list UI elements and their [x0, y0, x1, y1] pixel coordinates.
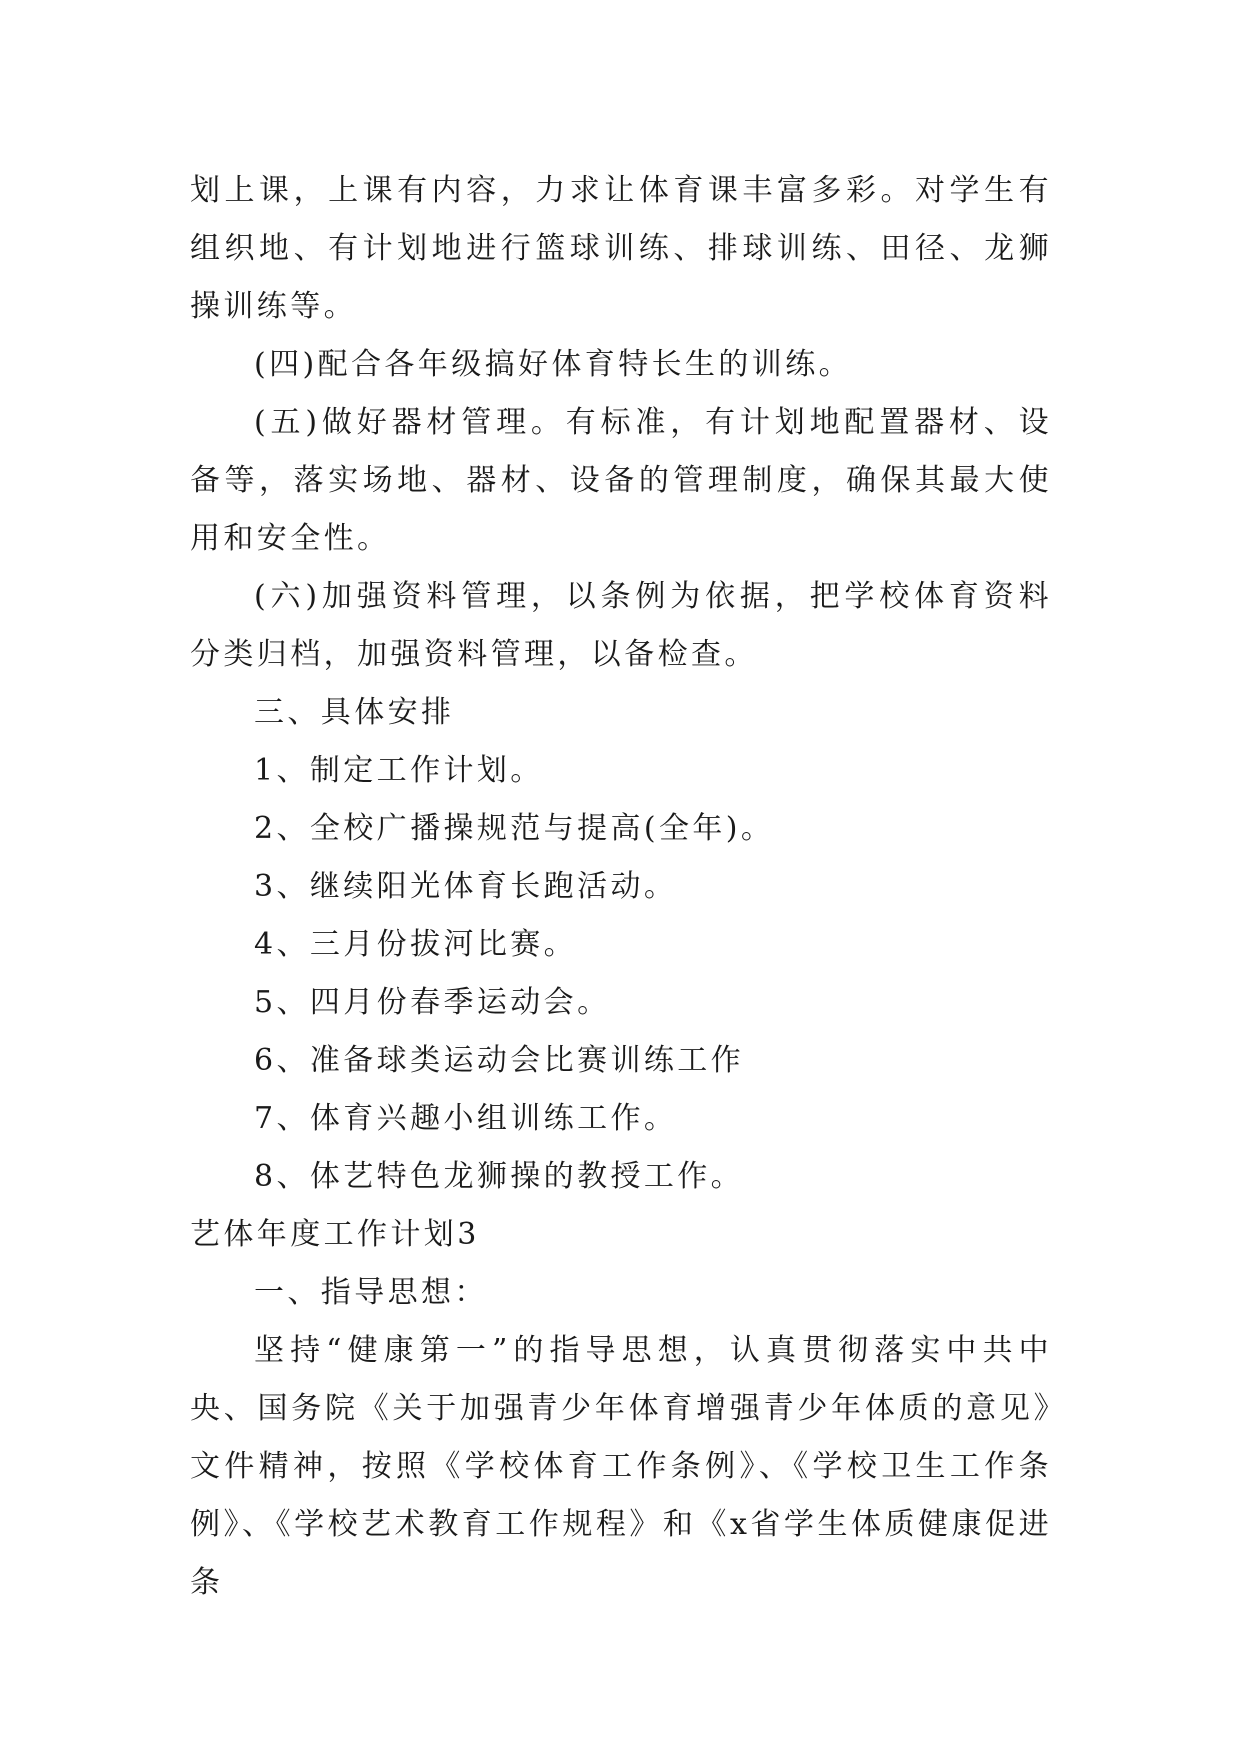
paragraph-3: (五)做好器材管理。有标准，有计划地配置器材、设备等，落实场地、器材、设备的管理制度，确保其最大使用和安全性。	[190, 405, 1052, 556]
paragraph-4: (六)加强资料管理，以条例为依据，把学校体育资料分类归档，加强资料管理，以备检查。	[190, 579, 1052, 672]
paragraph-guiding-ideology: 坚持“健康第一”的指导思想，认真贯彻落实中共中央、国务院《关于加强青少年体育增强青少年体质的意见》文件精神，按照《学校体育工作条例》、《学校卫生工作条例》、《学校艺术教育工作规程》和《x省学生体质健康促进条	[190, 1333, 1052, 1600]
document-body	[190, 162, 1052, 1612]
list-item-2: 2、全校广播操规范与提高(全年)。	[254, 811, 775, 846]
list-item-8: 8、体艺特色龙狮操的教授工作。	[254, 1159, 745, 1194]
list-item-6: 6、准备球类运动会比赛训练工作	[254, 1043, 745, 1078]
list-item-4: 4、三月份拔河比赛。	[254, 927, 578, 962]
paragraph-2: (四)配合各年级搞好体育特长生的训练。	[254, 347, 853, 382]
list-item-3: 3、继续阳光体育长跑活动。	[254, 869, 678, 904]
paragraph-1: 划上课，上课有内容，力求让体育课丰富多彩。对学生有组织地、有计划地进行篮球训练、排球训练、田径、龙狮操训练等。	[190, 173, 1052, 324]
document-title-plan-3: 艺体年度工作计划3	[190, 1217, 480, 1252]
section-heading-arrangement: 三、具体安排	[254, 695, 455, 730]
list-item-5: 5、四月份春季运动会。	[254, 985, 611, 1020]
list-item-7: 7、体育兴趣小组训练工作。	[254, 1101, 678, 1136]
list-item-1: 1、制定工作计划。	[254, 753, 544, 788]
section-heading-guiding-ideology: 一、指导思想：	[254, 1275, 488, 1310]
